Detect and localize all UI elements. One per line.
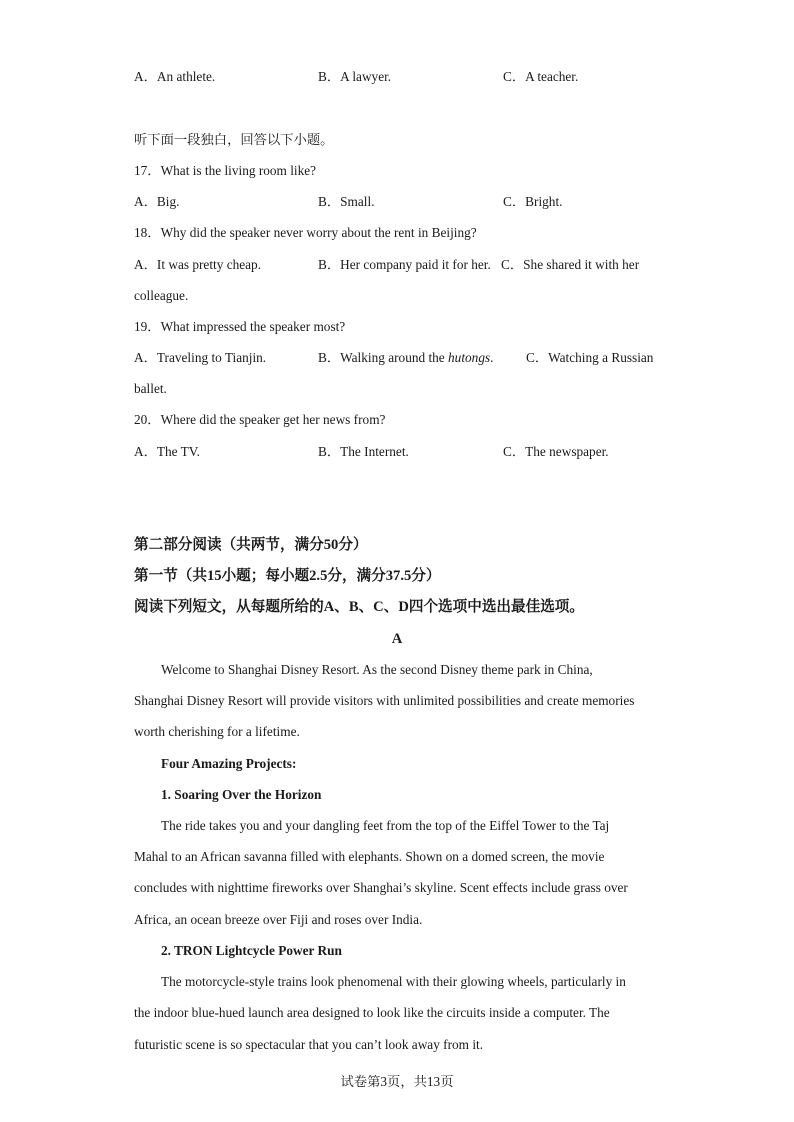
project-title: 1. Soaring Over the Horizon — [161, 787, 322, 802]
option-continuation: ballet. — [134, 381, 167, 396]
passage-line: The ride takes you and your dangling feet from the top of the Eiffel Tower to the Taj — [161, 818, 610, 833]
question-20: 20．Where did the speaker get her news from? — [134, 412, 386, 427]
question-18: 18．Why did the speaker never worry about the rent in Beijing? — [134, 225, 477, 240]
option-c: C．Bright. — [503, 194, 563, 209]
option-b: B．Her company paid it for her. — [318, 257, 491, 272]
option-c: C．The newspaper. — [503, 444, 609, 459]
passage-line: Mahal to an African savanna filled with elephants. Shown on a domed screen, the movie — [134, 849, 605, 864]
option-a: A．Big. — [134, 194, 180, 209]
option-a: A．It was pretty cheap. — [134, 257, 262, 272]
projects-heading: Four Amazing Projects: — [161, 756, 297, 771]
option-a: A．Traveling to Tianjin. — [134, 350, 267, 365]
passage-line: worth cherishing for a lifetime. — [134, 724, 300, 739]
option-c: C．She shared it with her — [501, 257, 640, 272]
passage-line: Welcome to Shanghai Disney Resort. As the second Disney theme park in China, — [161, 662, 593, 677]
option-b: B．Small. — [318, 194, 375, 209]
passage-line: Shanghai Disney Resort will provide visitors with unlimited possibilities and create memories — [134, 693, 635, 708]
project-title: 2. TRON Lightcycle Power Run — [161, 943, 342, 958]
option-b: B．A lawyer. — [318, 69, 392, 84]
passage-line: concludes with nighttime fireworks over Shanghai’s skyline. Scent effects include grass over — [134, 880, 628, 895]
monologue-intro: 听下面一段独白，回答以下小题。 — [134, 132, 334, 147]
option-b: B．Walking around the hutongs. — [318, 350, 494, 365]
question-17: 17．What is the living room like? — [134, 163, 317, 178]
passage-line: The motorcycle-style trains look phenomenal with their glowing wheels, particularly in — [161, 974, 626, 989]
option-a: A．An athlete. — [134, 69, 216, 84]
option-b: B．The Internet. — [318, 444, 409, 459]
option-a: A．The TV. — [134, 444, 200, 459]
passage-line: futuristic scene is so spectacular that you can’t look away from it. — [134, 1037, 484, 1052]
section-letter: A — [391, 631, 403, 647]
option-continuation: colleague. — [134, 288, 189, 303]
option-c: C．Watching a Russian — [526, 350, 654, 365]
part2-heading: 第二部分阅读（共两节，满分50分） — [134, 537, 368, 553]
question-19: 19．What impressed the speaker most? — [134, 319, 346, 334]
instructions: 阅读下列短文，从每题所给的A、B、C、D四个选项中选出最佳选项。 — [134, 599, 584, 615]
passage-line: Africa, an ocean breeze over Fiji and roses over India. — [134, 912, 423, 927]
passage-line: the indoor blue-hued launch area designed to look like the circuits inside a computer. The — [134, 1005, 610, 1020]
page-footer: 试卷第3页，共13页 — [340, 1074, 454, 1089]
option-c: C．A teacher. — [503, 69, 579, 84]
section1-heading: 第一节（共15小题；每小题2.5分，满分37.5分） — [134, 568, 441, 584]
